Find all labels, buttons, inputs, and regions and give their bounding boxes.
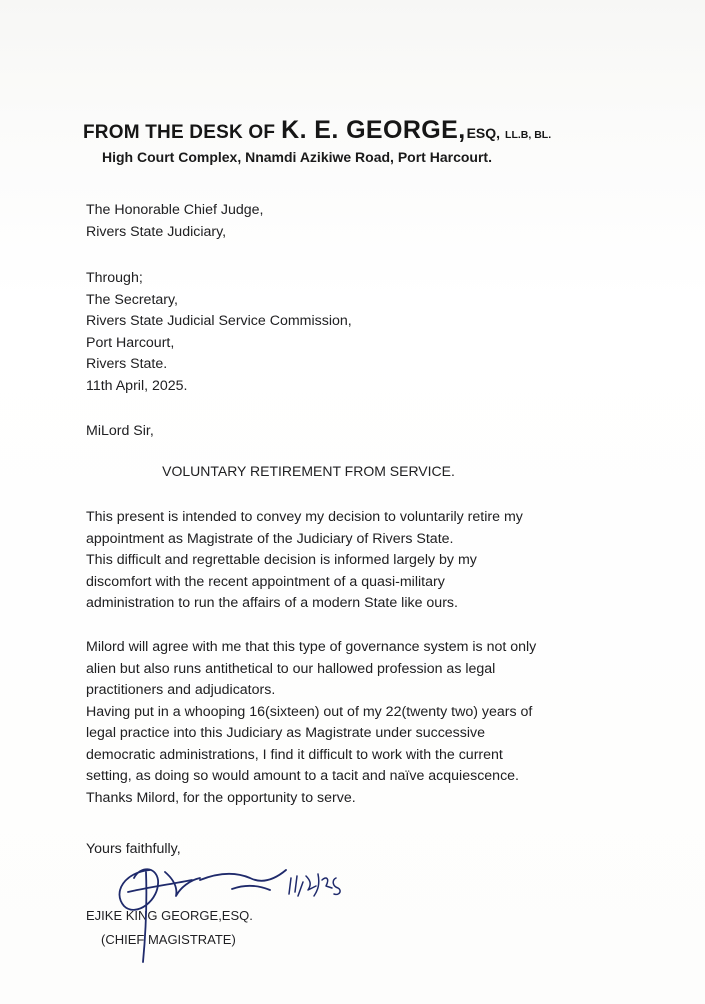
- body-line: practitioners and adjudicators.: [86, 682, 276, 698]
- address-line: The Honorable Chief Judge,: [86, 202, 264, 218]
- body-line: appointment as Magistrate of the Judiciary of Rivers State.: [86, 530, 454, 547]
- letterhead-qualifications: LL.B, BL.: [505, 129, 552, 141]
- letterhead-name: K. E. GEORGE,: [281, 116, 466, 144]
- letterhead-esq: ESQ,: [466, 125, 501, 141]
- signer-title: (CHIEF MAGISTRATE): [101, 932, 236, 947]
- through-line: Port Harcourt,: [86, 334, 175, 351]
- handwritten-date-marks: [289, 874, 340, 896]
- body-line: Milord will agree with me that this type of governance system is not only: [86, 639, 537, 655]
- handwritten-date: 11/4/25: [300, 902, 304, 903]
- address-line: Rivers State Judiciary,: [86, 223, 227, 240]
- through-line: Through;: [86, 270, 143, 286]
- salutation: MiLord Sir,: [86, 423, 154, 439]
- letter-date: 11th April, 2025.: [86, 377, 188, 394]
- body-line: administration to run the affairs of a modern State like ours.: [86, 595, 458, 611]
- body-line: setting, as doing so would amount to a tacit and naïve acquiescence.: [86, 768, 519, 784]
- body-line: discomfort with the recent appointment of a quasi-military: [86, 573, 445, 590]
- letterhead-address: High Court Complex, Nnamdi Azikiwe Road, Port Harcourt.: [102, 149, 492, 165]
- through-line: The Secretary,: [86, 291, 178, 308]
- body-line: This difficult and regrettable decision is informed largely by my: [86, 552, 477, 568]
- body-line: alien but also runs antithetical to our hallowed profession as legal: [86, 660, 496, 677]
- body-line: This present is intended to convey my decision to voluntarily retire my: [86, 509, 523, 525]
- body-line: Having put in a whooping 16(sixteen) out of my 22(twenty two) years of: [86, 703, 533, 720]
- closing: Yours faithfully,: [86, 841, 181, 857]
- signer-name: EJIKE KING GEORGE,ESQ.: [86, 908, 253, 923]
- letterhead-prefix: FROM THE DESK OF: [83, 122, 276, 143]
- through-line: Rivers State Judicial Service Commission,: [86, 313, 352, 329]
- subject-text: VOLUNTARY RETIREMENT FROM SERVICE.: [162, 463, 455, 479]
- body-line: legal practice into this Judiciary as Magistrate under successive: [86, 725, 486, 741]
- through-line: Rivers State.: [86, 356, 168, 372]
- body-line: democratic administrations, I find it difficult to work with the current: [86, 746, 503, 763]
- body-line: Thanks Milord, for the opportunity to serve.: [86, 789, 356, 806]
